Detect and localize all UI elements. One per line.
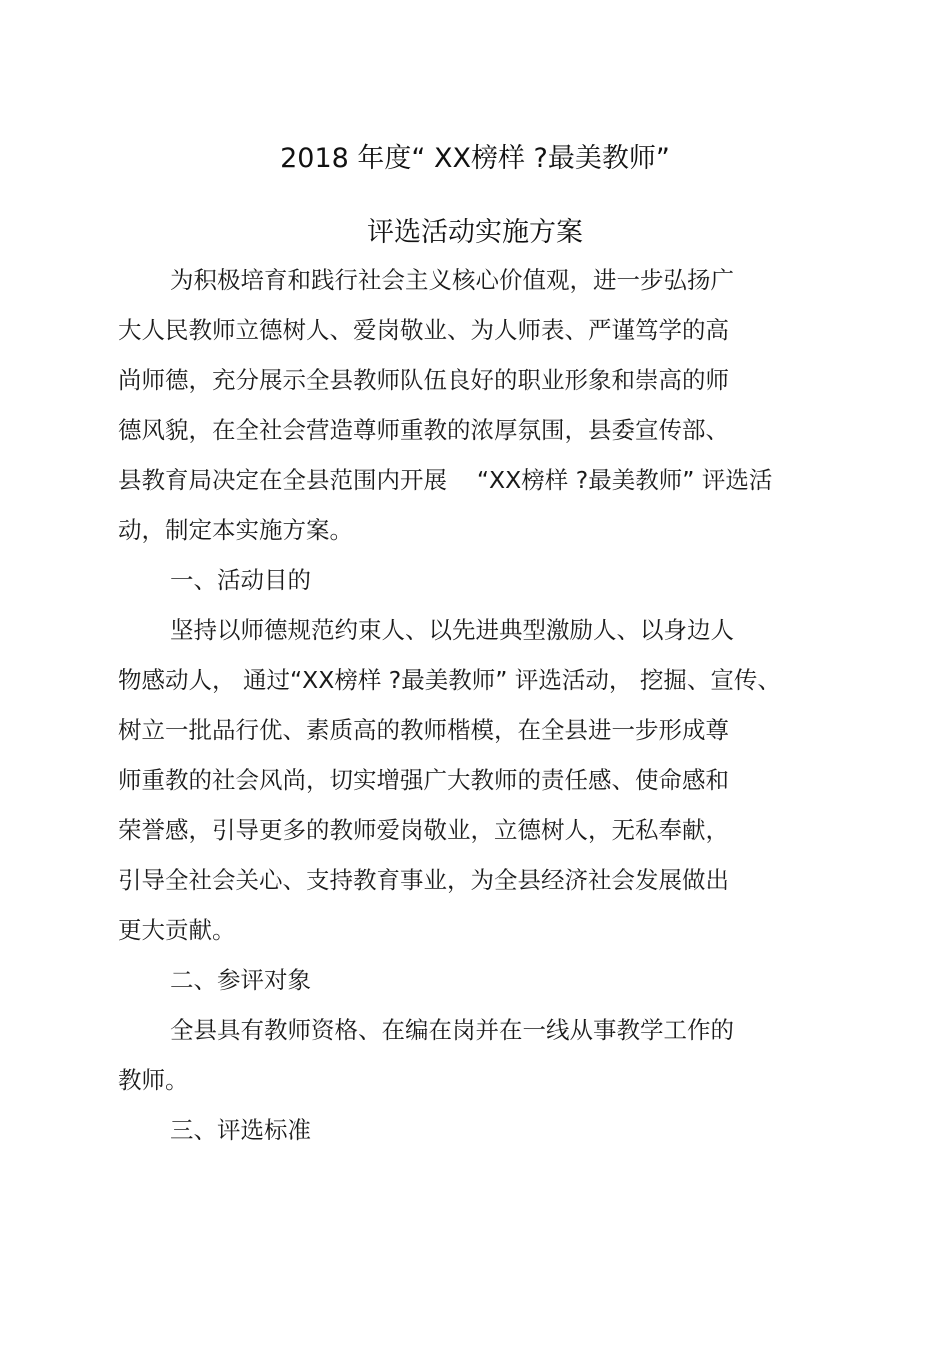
paragraph-line: 尚师德，充分展示全县教师队伍良好的职业形象和崇高的师 [118, 366, 729, 394]
paragraph-line: 物感动人， 通过“XX榜样 ?最美教师” 评选活动， 挖掘、宣传、 [118, 666, 781, 694]
document-title: 2018 年度“ XX榜样 ?最美教师” [280, 143, 670, 174]
section-heading: 一、活动目的 [170, 566, 311, 594]
paragraph-line: 县教育局决定在全县范围内开展 “XX榜样 ?最美教师” 评选活 [118, 466, 773, 494]
paragraph-line: 树立一批品行优、素质高的教师楷模，在全县进一步形成尊 [118, 716, 729, 744]
section-heading: 二、参评对象 [170, 966, 311, 994]
section-heading: 三、评选标准 [170, 1116, 311, 1144]
paragraph-line: 坚持以师德规范约束人、以先进典型激励人、以身边人 [170, 616, 734, 644]
paragraph-line: 全县具有教师资格、在编在岗并在一线从事教学工作的 [170, 1016, 734, 1044]
paragraph-line: 德风貌，在全社会营造尊师重教的浓厚氛围，县委宣传部、 [118, 416, 729, 444]
paragraph-line: 大人民教师立德树人、爱岗敬业、为人师表、严谨笃学的高 [118, 316, 729, 344]
document-subtitle: 评选活动实施方案 [367, 217, 583, 248]
paragraph-line: 引导全社会关心、支持教育事业，为全县经济社会发展做出 [118, 866, 729, 894]
paragraph-line: 荣誉感，引导更多的教师爱岗敬业，立德树人，无私奉献， [118, 816, 729, 844]
paragraph-line: 为积极培育和践行社会主义核心价值观，进一步弘扬广 [170, 266, 734, 294]
paragraph-line: 教师。 [118, 1066, 189, 1094]
paragraph-line: 动，制定本实施方案。 [118, 516, 353, 544]
paragraph-line: 更大贡献。 [118, 916, 236, 944]
paragraph-line: 师重教的社会风尚，切实增强广大教师的责任感、使命感和 [118, 766, 729, 794]
